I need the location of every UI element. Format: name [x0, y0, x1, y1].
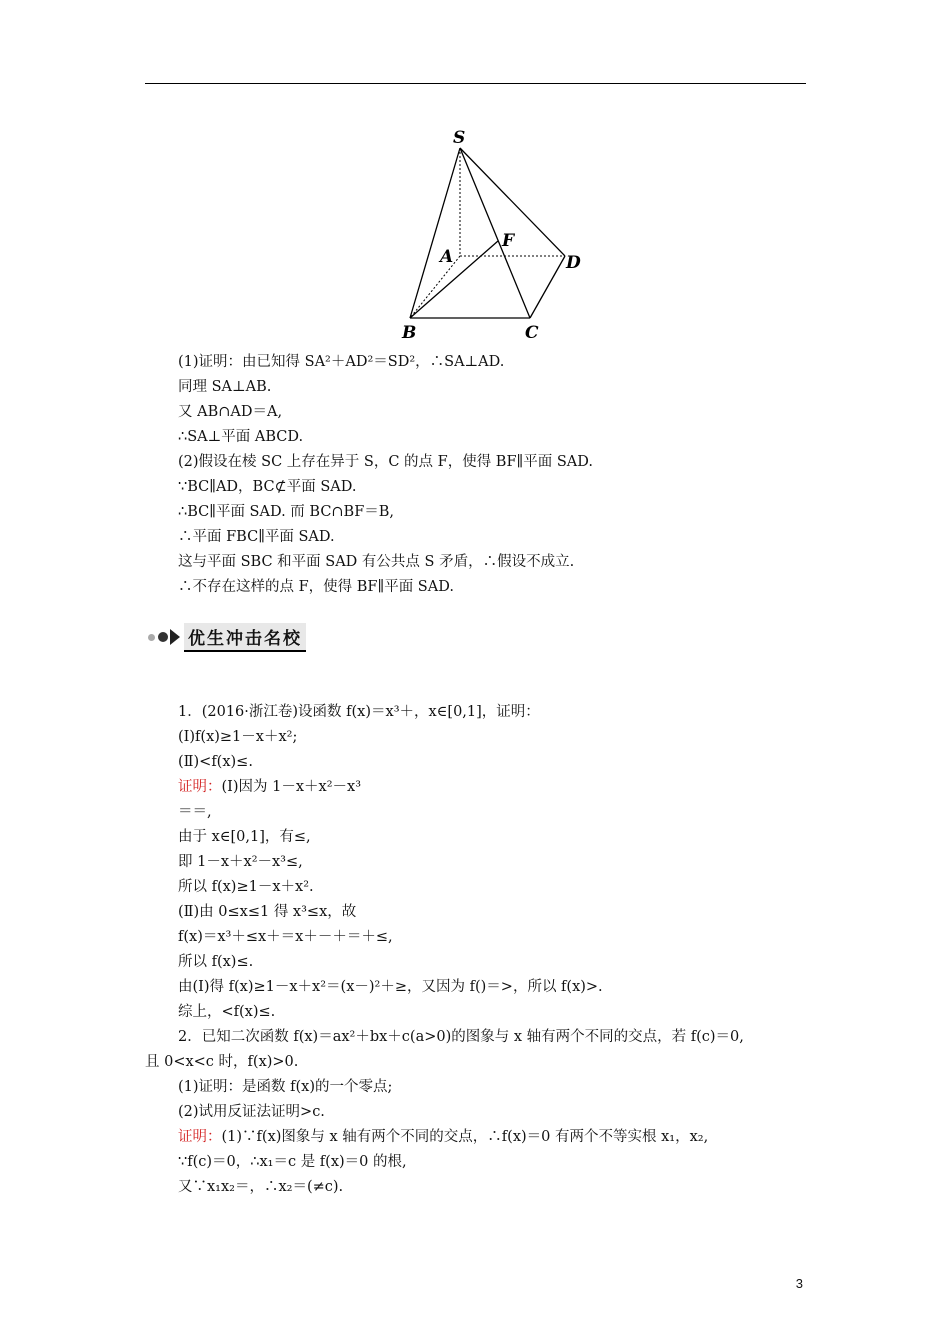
problem-line: 综上，<f(x)≤. [178, 1004, 276, 1020]
problem-line: 且 0<x<c 时，f(x)>0. [145, 1054, 299, 1070]
problem-line: 证明：(1)∵f(x)图象与 x 轴有两个不同的交点，∴f(x)＝0 有两个不等实根 x₁，x₂, [178, 1129, 709, 1145]
page-number: 3 [795, 1276, 803, 1291]
problem-line: 所以 f(x)≤. [178, 954, 254, 970]
proof-line: 又 AB∩AD＝A, [178, 404, 283, 420]
proof-line: 这与平面 SBC 和平面 SAD 有公共点 S 矛盾，∴假设不成立. [178, 554, 575, 570]
problem-line: (1)证明：是函数 f(x)的一个零点; [178, 1079, 393, 1095]
proof-line: (1)证明：由已知得 SA²＋AD²＝SD²，∴SA⊥AD. [178, 354, 505, 370]
problem-line: 即 1－x＋x²－x³≤, [178, 854, 303, 870]
proof-line: ∴BC∥平面 SAD. 而 BC∩BF＝B, [178, 504, 395, 520]
problem-line: ∵f(c)＝0，∴x₁＝c 是 f(x)＝0 的根, [178, 1154, 407, 1170]
proof-line: ∵BC∥AD，BC⊄平面 SAD. [178, 479, 357, 495]
problem-line: 2．已知二次函数 f(x)＝ax²＋bx＋c(a>0)的图象与 x 轴有两个不同的交点，若 f(c)＝0, [178, 1029, 744, 1045]
label-D: D [566, 253, 581, 273]
label-F: F [502, 231, 515, 251]
problem-line: ＝＝, [178, 804, 212, 820]
bullet-dot-icon [148, 634, 155, 641]
proof-prefix: 证明： [178, 779, 222, 795]
pyramid-figure [380, 118, 610, 348]
label-C: C [525, 323, 539, 343]
problem-line: 由于 x∈[0,1]，有≤, [178, 829, 311, 845]
arrow-right-icon [170, 629, 180, 645]
proof-line: ∴平面 FBC∥平面 SAD. [178, 529, 335, 545]
problem-line: 所以 f(x)≥1－x＋x². [178, 879, 314, 895]
edge-CD [530, 256, 565, 318]
problem-line: 又∵x₁x₂＝，∴x₂＝(≠c). [178, 1179, 344, 1195]
segment-BF [410, 241, 498, 318]
problem-line: (Ⅱ)由 0≤x≤1 得 x³≤x，故 [178, 904, 357, 920]
problem-line: (Ⅰ)f(x)≥1－x＋x²; [178, 729, 298, 745]
proof-line: (2)假设在棱 SC 上存在异于 S，C 的点 F，使得 BF∥平面 SAD. [178, 454, 593, 470]
proof-line: ∴SA⊥平面 ABCD. [178, 429, 304, 445]
edge-SC [460, 148, 530, 318]
problem-line: 由(Ⅰ)得 f(x)≥1－x＋x²＝(x－)²＋≥，又因为 f()＝>，所以 f(x)>. [178, 979, 603, 995]
proof-line: ∴不存在这样的点 F，使得 BF∥平面 SAD. [178, 579, 454, 595]
label-A: A [440, 247, 454, 267]
label-B: B [402, 323, 417, 343]
problem-line: f(x)＝x³＋≤x＋＝x＋－＋＝＋≤, [178, 929, 393, 945]
proof-line: 同理 SA⊥AB. [178, 379, 272, 395]
header-rule [145, 83, 806, 84]
label-S: S [453, 128, 466, 148]
edge-SB [410, 148, 460, 318]
proof-prefix: 证明： [178, 1129, 222, 1145]
bullet-dot-icon [158, 632, 168, 642]
section-title: 优生冲击名校 [184, 623, 306, 652]
problem-line: 证明：(Ⅰ)因为 1－x＋x²－x³ [178, 779, 362, 795]
problem-line: (Ⅱ)<f(x)≤. [178, 754, 253, 770]
problem-line: (2)试用反证法证明>c. [178, 1104, 325, 1120]
problem-line: 1．(2016·浙江卷)设函数 f(x)＝x³＋，x∈[0,1]，证明： [178, 704, 540, 720]
section-header [148, 622, 306, 652]
